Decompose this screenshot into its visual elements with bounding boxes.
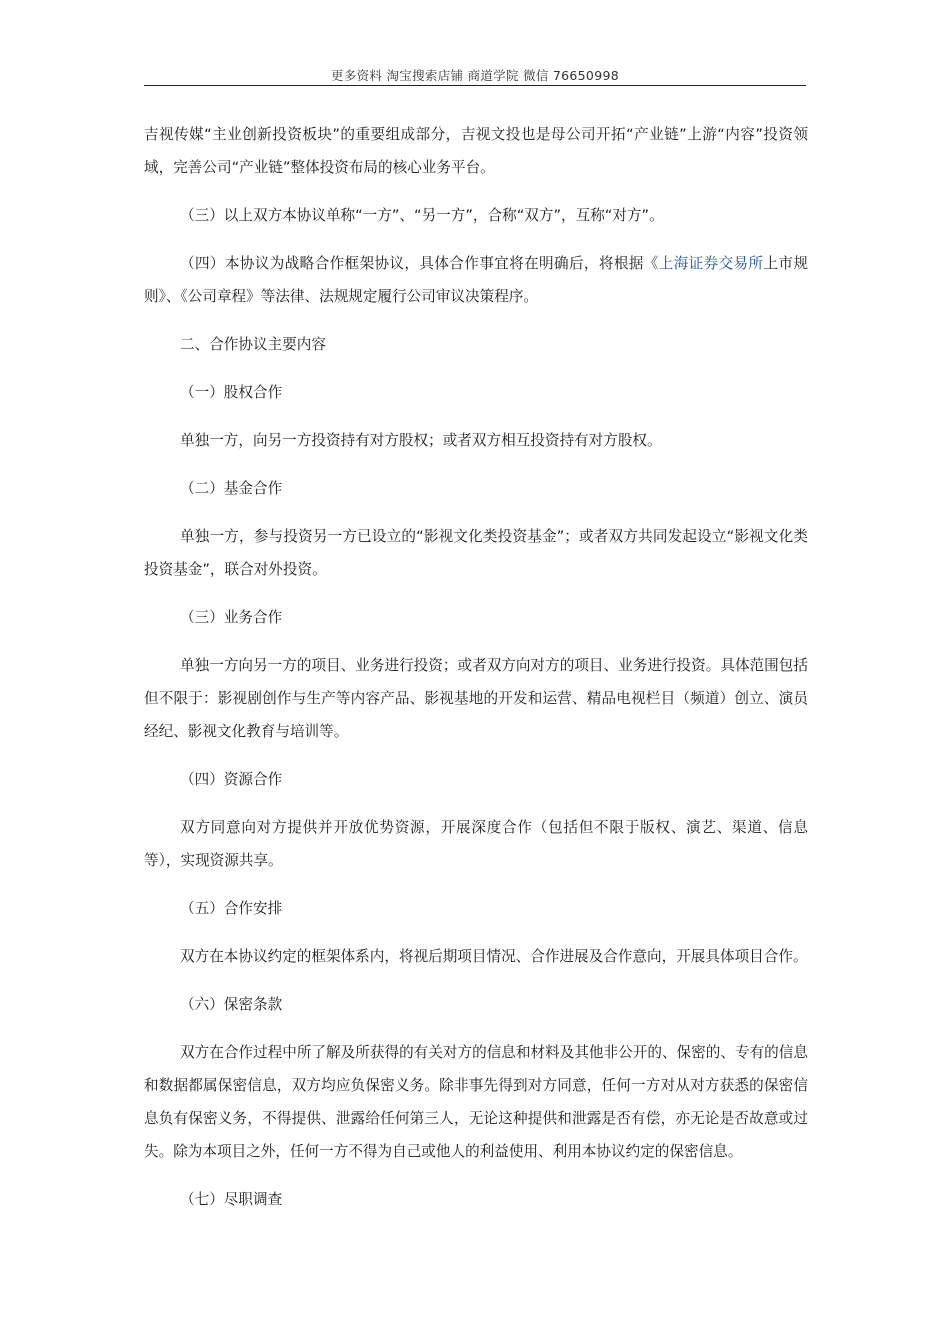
document-body: [144, 118, 808, 1231]
paragraph-text: （四）本协议为战略合作框架协议，具体合作事宜将在明确后，将根据《: [180, 255, 659, 272]
paragraph-party-terms: （三）以上双方本协议单称“一方”、“另一方”，合称“双方”，互称“对方”。: [180, 207, 664, 224]
paragraph-business: 单独一方向另一方的项目、业务进行投资；或者双方向对方的项目、业务进行投资。具体范围包括但不限于：影视剧创作与生产等内容产品、影视基地的开发和运营、精品电视栏目（频道）创立、演员经纪、影视文化教育与培训等。: [144, 657, 808, 740]
subsection-heading: （四）资源合作: [180, 771, 283, 788]
subsection-heading: （七）尽职调查: [180, 1191, 283, 1208]
paragraph-continuation: 吉视传媒“主业创新投资板块”的重要组成部分，吉视文投也是母公司开拓“产业链”上游“内容”投资领域，完善公司“产业链”整体投资布局的核心业务平台。: [144, 126, 808, 176]
paragraph-text: 上市规则》、《公司章程》等法律、法规规定履行公司审议决策程序。: [144, 255, 808, 305]
subsection-heading: （五）合作安排: [180, 900, 283, 917]
paragraph-arrangement: 双方在本协议约定的框架体系内，将视后期项目情况、合作进展及合作意向，开展具体项目合作。: [180, 948, 808, 965]
subsection-heading: （一）股权合作: [180, 384, 283, 401]
paragraph-fund: 单独一方，参与投资另一方已设立的“影视文化类投资基金”；或者双方共同发起设立“影视文化类投资基金”，联合对外投资。: [144, 528, 808, 578]
paragraph-resources: 双方同意向对方提供并开放优势资源，开展深度合作（包括但不限于版权、演艺、渠道、信息等），实现资源共享。: [144, 819, 808, 869]
sse-link[interactable]: 上海证券交易所: [658, 255, 764, 272]
section-heading: 二、合作协议主要内容: [180, 336, 326, 353]
subsection-heading: （二）基金合作: [180, 480, 283, 497]
header-divider: [144, 85, 806, 86]
page-header: 更多资料 淘宝搜索店铺 商道学院 微信 76650998: [331, 68, 619, 83]
paragraph-framework-agreement: [144, 247, 808, 313]
subsection-heading: （三）业务合作: [180, 609, 283, 626]
paragraph-confidentiality: 双方在合作过程中所了解及所获得的有关对方的信息和材料及其他非公开的、保密的、专有的信息和数据都属保密信息，双方均应负保密义务。除非事先得到对方同意，任何一方对从对方获悉的保密信息负有保密义务，不得提供、泄露给任何第三人，无论这种提供和泄露是否有偿，亦无论是否故意或过失。除为本项目之外，任何一方不得为自己或他人的利益使用、利用本协议约定的保密信息。: [144, 1044, 808, 1160]
subsection-heading: （六）保密条款: [180, 996, 283, 1013]
paragraph-equity: 单独一方，向另一方投资持有对方股权；或者双方相互投资持有对方股权。: [180, 432, 662, 449]
